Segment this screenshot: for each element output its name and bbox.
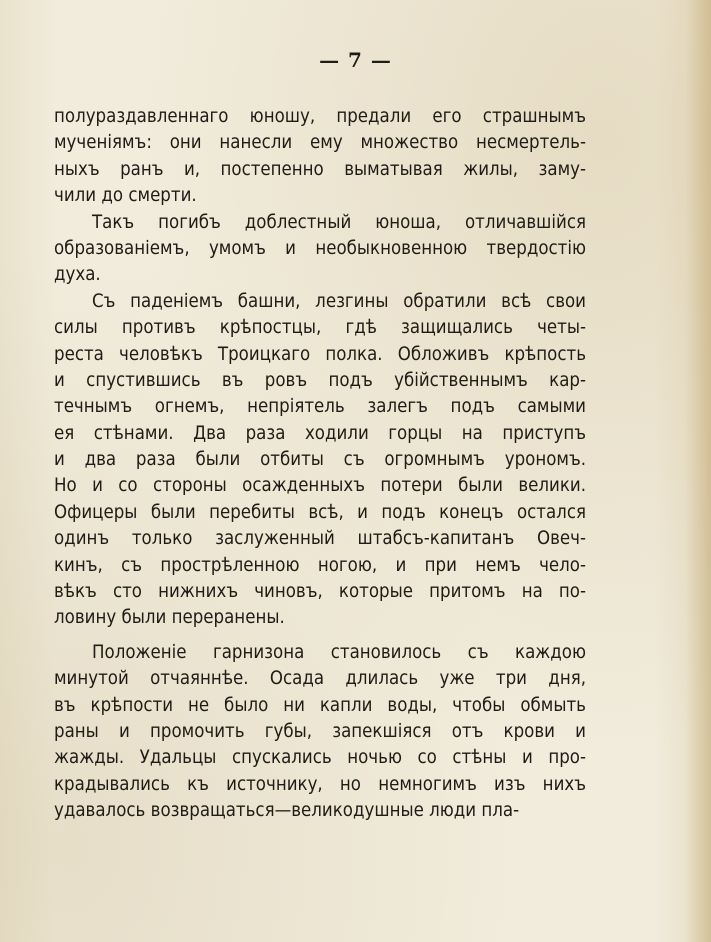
text-line: жажды. Удальцы спускались ночью со стѣны и про- [54,747,586,769]
text-line: крадывались къ источнику, но немногимъ изъ нихъ [54,773,586,795]
text-line: ныхъ ранъ и, постепенно выматывая жилы, заму- [54,158,586,180]
text-line: кинъ, съ прострѣленною ногою, и при немъ чело- [54,554,586,576]
text-line: силы противъ крѣпостцы, гдѣ защищались четы- [54,317,586,339]
text-line: образованіемъ, умомъ и необыкновенною твердостію [54,237,586,259]
text-line: одинъ только заслуженный штабсъ-капитанъ Овеч- [54,528,586,550]
text-line: Но и со стороны осажденныхъ потери были велики. [54,475,586,497]
text-line: и спустившись въ ровъ подъ убійственнымъ кар- [54,369,586,391]
page-number-header: — 7 — [319,48,392,72]
paragraph [54,289,586,632]
text-line: Такъ погибъ доблестный юноша, отличавшійся [92,211,586,233]
text-line: полураздавленнаго юношу, предали его страшнымъ [54,106,586,127]
text-line: Офицеры были перебиты всѣ, и подъ конецъ остался [54,501,586,523]
text-line: мученіямъ: они нанесли ему множество несмертель- [54,132,586,154]
text-line: Положеніе гарнизона становилось съ каждою [92,641,586,663]
text-line: Съ паденіемъ башни, лезгины обратили всѣ свои [92,290,586,312]
text-line: вѣкъ сто нижнихъ чиновъ, которые притомъ на по- [54,581,586,603]
text-line: течнымъ огнемъ, непріятель залегъ подъ самыми [54,396,586,418]
text-line: ловину были переранены. [54,607,285,629]
text-line: минутой отчаяннѣе. Осада длилась уже три дня, [54,668,586,690]
text-line: раны и промочить губы, запекшіяся отъ крови и [54,720,586,742]
paragraph [54,640,586,825]
text-line: удавалось возвращаться—великодушные люди пла- [54,800,520,822]
text-line: и два раза были отбиты съ огромнымъ урономъ. [54,449,586,471]
text-line: чили до смерти. [54,185,197,207]
page-edge-shadow [685,0,711,942]
text-line: ея стѣнами. Два раза ходили горцы на приступъ [54,422,586,444]
text-line: реста человѣкъ Троицкаго полка. Обложивъ крѣпость [54,343,586,365]
paragraph-gap [54,632,586,640]
text-line: въ крѣпости не было ни капли воды, чтобы обмыть [54,694,586,716]
text-line: духа. [54,264,101,286]
body-text [54,104,586,825]
paragraph [54,210,586,289]
paragraph [54,104,586,210]
